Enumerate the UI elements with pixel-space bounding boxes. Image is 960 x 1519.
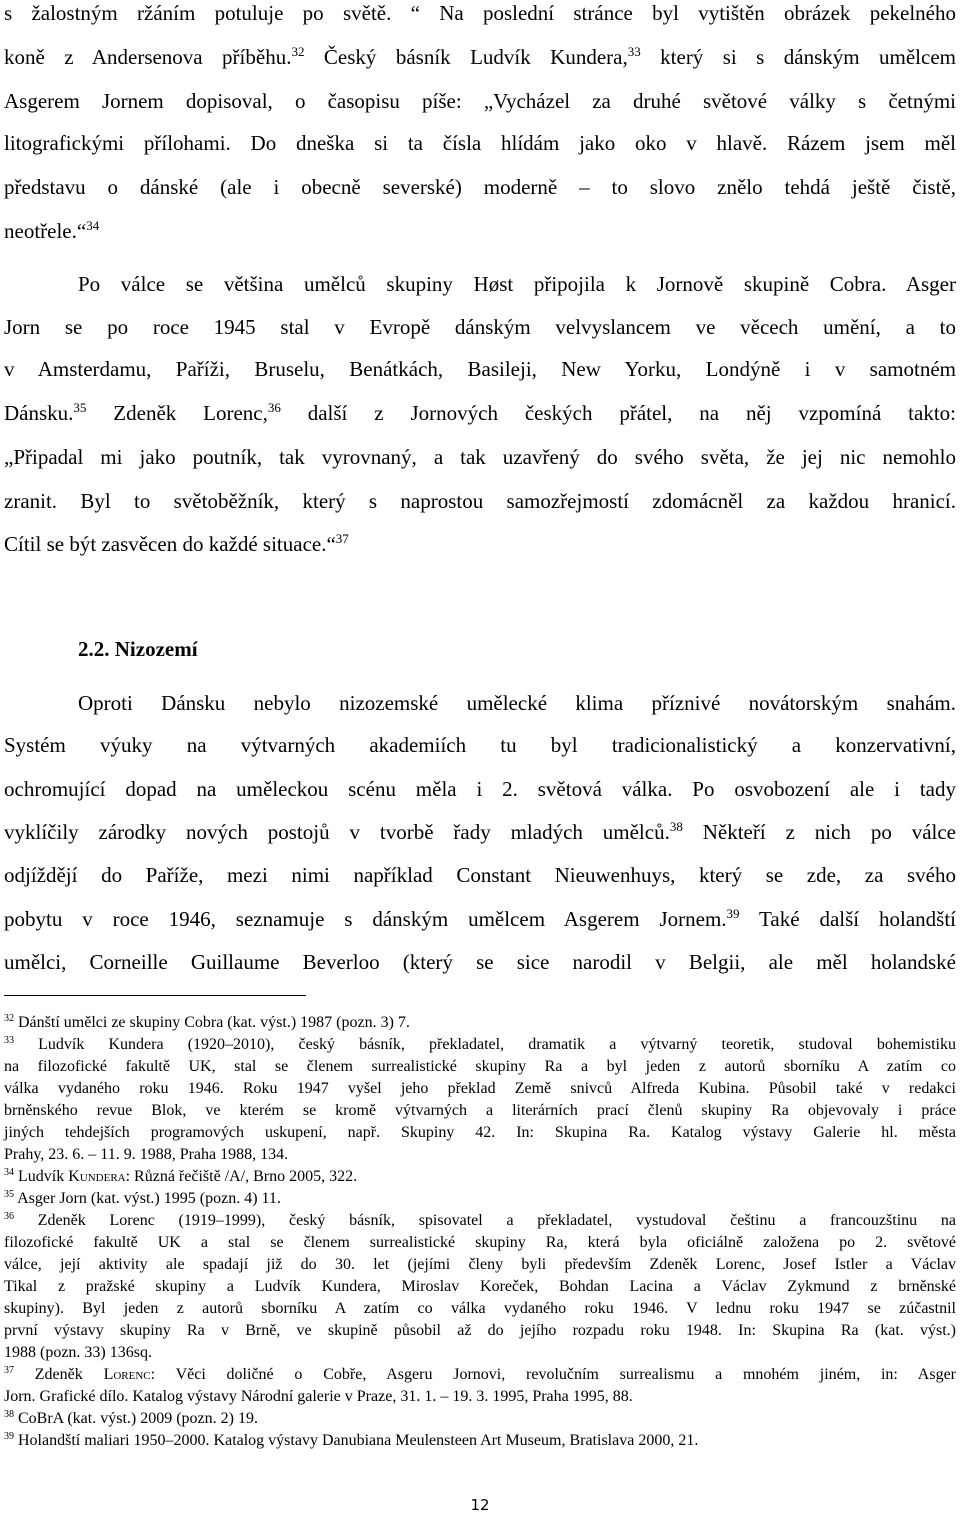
footnote-line: $^{35}$ Asger Jorn (kat. výst.) 1995 (pozn. 4) 11. [4,1189,281,1207]
page-number: 12 [470,1496,490,1514]
body-line: Po válce se většina umělců skupiny Høst připojila k Jornově skupině Cobra. Asger [78,272,956,296]
footnote-line: Jorn. Grafické dílo. Katalog výstavy Národní galerie v Praze, 31. 1. – 19. 3. 1995, Praha 1995, 88. [4,1388,633,1405]
footnote-line: Tikal z pražské skupiny a Ludvík Kundera, Miroslav Koreček, Bohdan Lacina a Václav Zykmund z brněnské [4,1278,956,1295]
section-heading: 2.2. Nizozemí [78,637,198,661]
body-line: Dánsku.$^{35}$ Zdeněk Lorenc,$^{36}$ další z Jornových českých přátel, na něj vzpomíná takto: [4,400,956,425]
body-line: „Připadal mi jako poutník, tak vyrovnaný, a tak uzavřený do svého světa, že jej nic nemohlo [4,445,956,469]
body-line: představu o dánské (ale i obecně severské) moderně – to slovo znělo tehdá ještě čistě, [4,175,956,199]
footnote-line: $^{33}$ Ludvík Kundera (1920–2010), český básník, překladatel, dramatik a výtvarný teoretik, studoval bohemistiku [4,1035,956,1053]
footnote-ref[interactable]: 39 [726,906,740,921]
footnote-separator [4,995,306,996]
footnote-line: $^{32}$ Dánští umělci ze skupiny Cobra (kat. výst.) 1987 (pozn. 3) 7. [4,1013,410,1031]
footnote-line: jiných tehdejších programových uskupení, např. Skupiny 42. In: Skupina Ra. Katalog výstavy Galerie hl. města [4,1124,956,1141]
body-line: Jorn se po roce 1945 stal v Evropě dánským velvyslancem ve věcech umění, a to [4,315,956,339]
section-line: odjíždějí do Paříže, mezi nimi například Constant Nieuwenhuys, který se zde, za svého [4,863,956,887]
footnote-ref[interactable]: 37 [335,531,349,546]
section-line: umělci, Corneille Guillaume Beverloo (který se sice narodil v Belgii, ale měl holandské [4,950,956,974]
body-line: v Amsterdamu, Paříži, Bruselu, Benátkách, Basileji, New Yorku, Londýně i v samotném [4,357,956,381]
section-line: ochromující dopad na uměleckou scénu měla i 2. světová válka. Po osvobození ale i tady [4,777,956,801]
footnote-line: Prahy, 23. 6. – 11. 9. 1988, Praha 1988, 134. [4,1146,289,1163]
section-line: vyklíčily zárodky nových postojů v tvorbě řady mladých umělců.$^{38}$ Někteří z nich po válce [4,819,956,844]
footnote-ref[interactable]: 32 [291,44,305,59]
footnote-line: první výstavy skupiny Ra v Brně, ve skupině působil až do jejího rozpadu roku 1948. In: Skupina Ra (kat. výst.) [4,1322,956,1339]
footnote-line: $^{39}$ Holandští maliari 1950–2000. Katalog výstavy Danubiana Meulensteen Art Museum, Bratislava 2000, 21. [4,1431,699,1449]
section-line: Systém výuky na výtvarných akademiích tu byl tradicionalistický a konzervativní, [4,733,956,757]
footnote-line: válce, její aktivity ale spadají již do 30. let (jejími členy byli především Zdeněk Lorenc, Josef Istler a Václav [4,1256,956,1273]
footnote-line: $^{36}$ Zdeněk Lorenc (1919–1999), český básník, spisovatel a překladatel, vystudoval češtinu a francouzštinu na [4,1211,956,1229]
footnote-line: $^{34}$ Ludvík Kundera: Různá řečiště /A/, Brno 2005, 322. [4,1167,358,1185]
body-line: Asgerem Jornem dopisoval, o časopisu píše: „Vycházel za druhé světové války s četnými [4,89,956,113]
footnote-ref[interactable]: 38 [669,819,683,834]
section-line: pobytu v roce 1946, seznamuje s dánským umělcem Asgerem Jornem.$^{39}$ Také další holandští [4,906,956,931]
body-line: Cítil se být zasvěcen do každé situace.“$^{37}$ [4,531,349,556]
footnote-line: 1988 (pozn. 33) 136sq. [4,1344,152,1361]
body-line: litografickými přílohami. Do dneška si ta čísla hlídám jako oko v hlavě. Rázem jsem měl [4,131,956,155]
footnote-line: $^{38}$ CoBrA (kat. výst.) 2009 (pozn. 2) 19. [4,1409,258,1427]
footnote-ref[interactable]: 34 [86,218,100,233]
footnote-ref[interactable]: 36 [267,400,281,415]
body-line: neotřele.“$^{34}$ [4,218,100,243]
footnote-line: na filozofické fakultě UK, stal se členem surrealistické skupiny Ra a byl jeden z autorů sborníku A zatím co [4,1058,956,1075]
footnote-ref[interactable]: 33 [627,44,641,59]
footnote-line: skupiny). Byl jeden z autorů sborníku A zatím co válka vydaného roku 1946. V lednu roku 1947 se zúčastnil [4,1300,956,1317]
footnote-line: filozofické fakultě UK a stal se členem surrealistické skupiny Ra, která byla oficiálně založena po 2. světové [4,1234,956,1251]
footnote-line: brněnského revue Blok, ve kterém se kromě výtvarných a literárních prací členů skupiny Ra objevovaly i práce [4,1102,956,1119]
footnote-line: $^{37}$ Zdeněk Lorenc: Věci doličné o Cobře, Asgeru Jornovi, revolučním surrealismu a mnohém jiném, in: Asger [4,1365,956,1383]
section-line: Oproti Dánsku nebylo nizozemské umělecké klima příznivé novátorským snahám. [78,691,956,715]
body-line: koně z Andersenova příběhu.$^{32}$ Český básník Ludvík Kundera,$^{33}$ který si s dánským umělcem [4,44,956,69]
body-line: s žalostným ržáním potuluje po světě. “ Na poslední stránce byl vytištěn obrázek pekelného [4,1,956,25]
body-line: zranit. Byl to světoběžník, který s naprostou samozřejmostí zdomácněl za každou hranicí. [4,489,956,513]
footnote-line: válka vydaného roku 1946. Roku 1947 vyšel jeho překlad Země snivců Alfreda Kubina. Působil také v redakci [4,1080,956,1097]
footnote-ref[interactable]: 35 [73,400,87,415]
